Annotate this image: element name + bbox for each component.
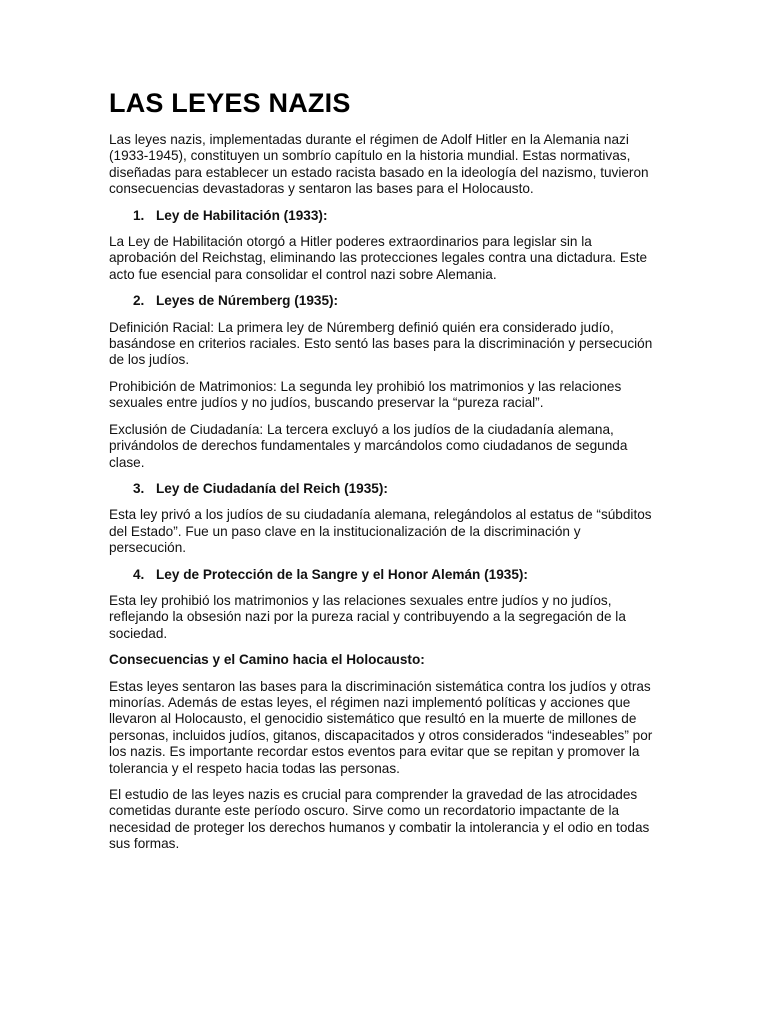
document-title: LAS LEYES NAZIS — [109, 88, 351, 118]
section-2-paragraph-1: Definición Racial: La primera ley de Núremberg definió quién era considerado judío, basándose en criterios raciales. Esto sentó las bases para la discriminación y persecución de los judíos. — [109, 319, 653, 368]
intro-paragraph: Las leyes nazis, implementadas durante el régimen de Adolf Hitler en la Alemania nazi (1933-1945), constituyen un sombrío capítulo en la historia mundial. Estas normativas, diseñadas para establecer un estado racista basado en la ideología del nazismo, tuvieron consecuencias devastadoras y sentaron las bases para el Holocausto. — [109, 132, 649, 197]
section-2-paragraph-3: Exclusión de Ciudadanía: La tercera excluyó a los judíos de la ciudadanía alemana, privándolos de derechos fundamentales y marcándolos como ciudadanos de segunda clase. — [109, 421, 628, 470]
section-number: 3. — [133, 480, 145, 496]
consequences-paragraph-2: El estudio de las leyes nazis es crucial para comprender la gravedad de las atrocidades cometidas durante este período oscuro. Sirve como un recordatorio impactante de la necesidad de proteger los derechos humanos y combatir la intolerancia y el odio en todas sus formas. — [109, 787, 650, 852]
section-number: 2. — [133, 293, 145, 309]
section-number: 4. — [133, 566, 145, 582]
section-4-paragraph-1: Esta ley prohibió los matrimonios y las relaciones sexuales entre judíos y no judíos, reflejando la obsesión nazi por la pureza racial y contribuyendo a la segregación de la sociedad. — [109, 592, 626, 641]
section-heading-text: Leyes de Núremberg (1935): — [156, 293, 339, 309]
section-3-paragraph-1: Esta ley privó a los judíos de su ciudadanía alemana, relegándolos al estatus de “súbditos del Estado”. Fue un paso clave en la institucionalización de la discriminación y persecución. — [109, 507, 652, 556]
document-page — [109, 86, 657, 863]
consequences-paragraph-1: Estas leyes sentaron las bases para la discriminación sistemática contra los judíos y otras minorías. Además de estas leyes, el régimen nazi implementó políticas y acciones que llevaron al Holocausto, el genocidio sistemático que resultó en la muerte de millones de personas, incluidos judíos, gitanos, discapacitados y otros considerados “indeseables” por los nazis. Es importante recordar estos eventos para evitar que se repitan y promover la tolerancia y el respeto hacia todas las personas. — [109, 678, 653, 776]
section-heading-1 — [109, 208, 657, 224]
section-1-paragraph-1: La Ley de Habilitación otorgó a Hitler poderes extraordinarios para legislar sin la aprobación del Reichstag, eliminando las protecciones legales contra una dictadura. Este acto fue esencial para consolidar el control nazi sobre Alemania. — [109, 234, 648, 282]
section-heading-text: Ley de Ciudadanía del Reich (1935): — [156, 480, 388, 496]
section-heading-3 — [109, 481, 657, 497]
section-heading-text: Ley de Protección de la Sangre y el Honor Alemán (1935): — [156, 566, 528, 582]
section-heading-4 — [109, 567, 657, 583]
section-heading-2 — [109, 293, 657, 309]
section-number: 1. — [133, 207, 145, 223]
section-heading-text: Ley de Habilitación (1933): — [156, 207, 328, 223]
consequences-heading: Consecuencias y el Camino hacia el Holocausto: — [109, 652, 425, 668]
section-2-paragraph-2: Prohibición de Matrimonios: La segunda ley prohibió los matrimonios y las relaciones sexuales entre judíos y no judíos, buscando preservar la “pureza racial”. — [109, 378, 622, 411]
